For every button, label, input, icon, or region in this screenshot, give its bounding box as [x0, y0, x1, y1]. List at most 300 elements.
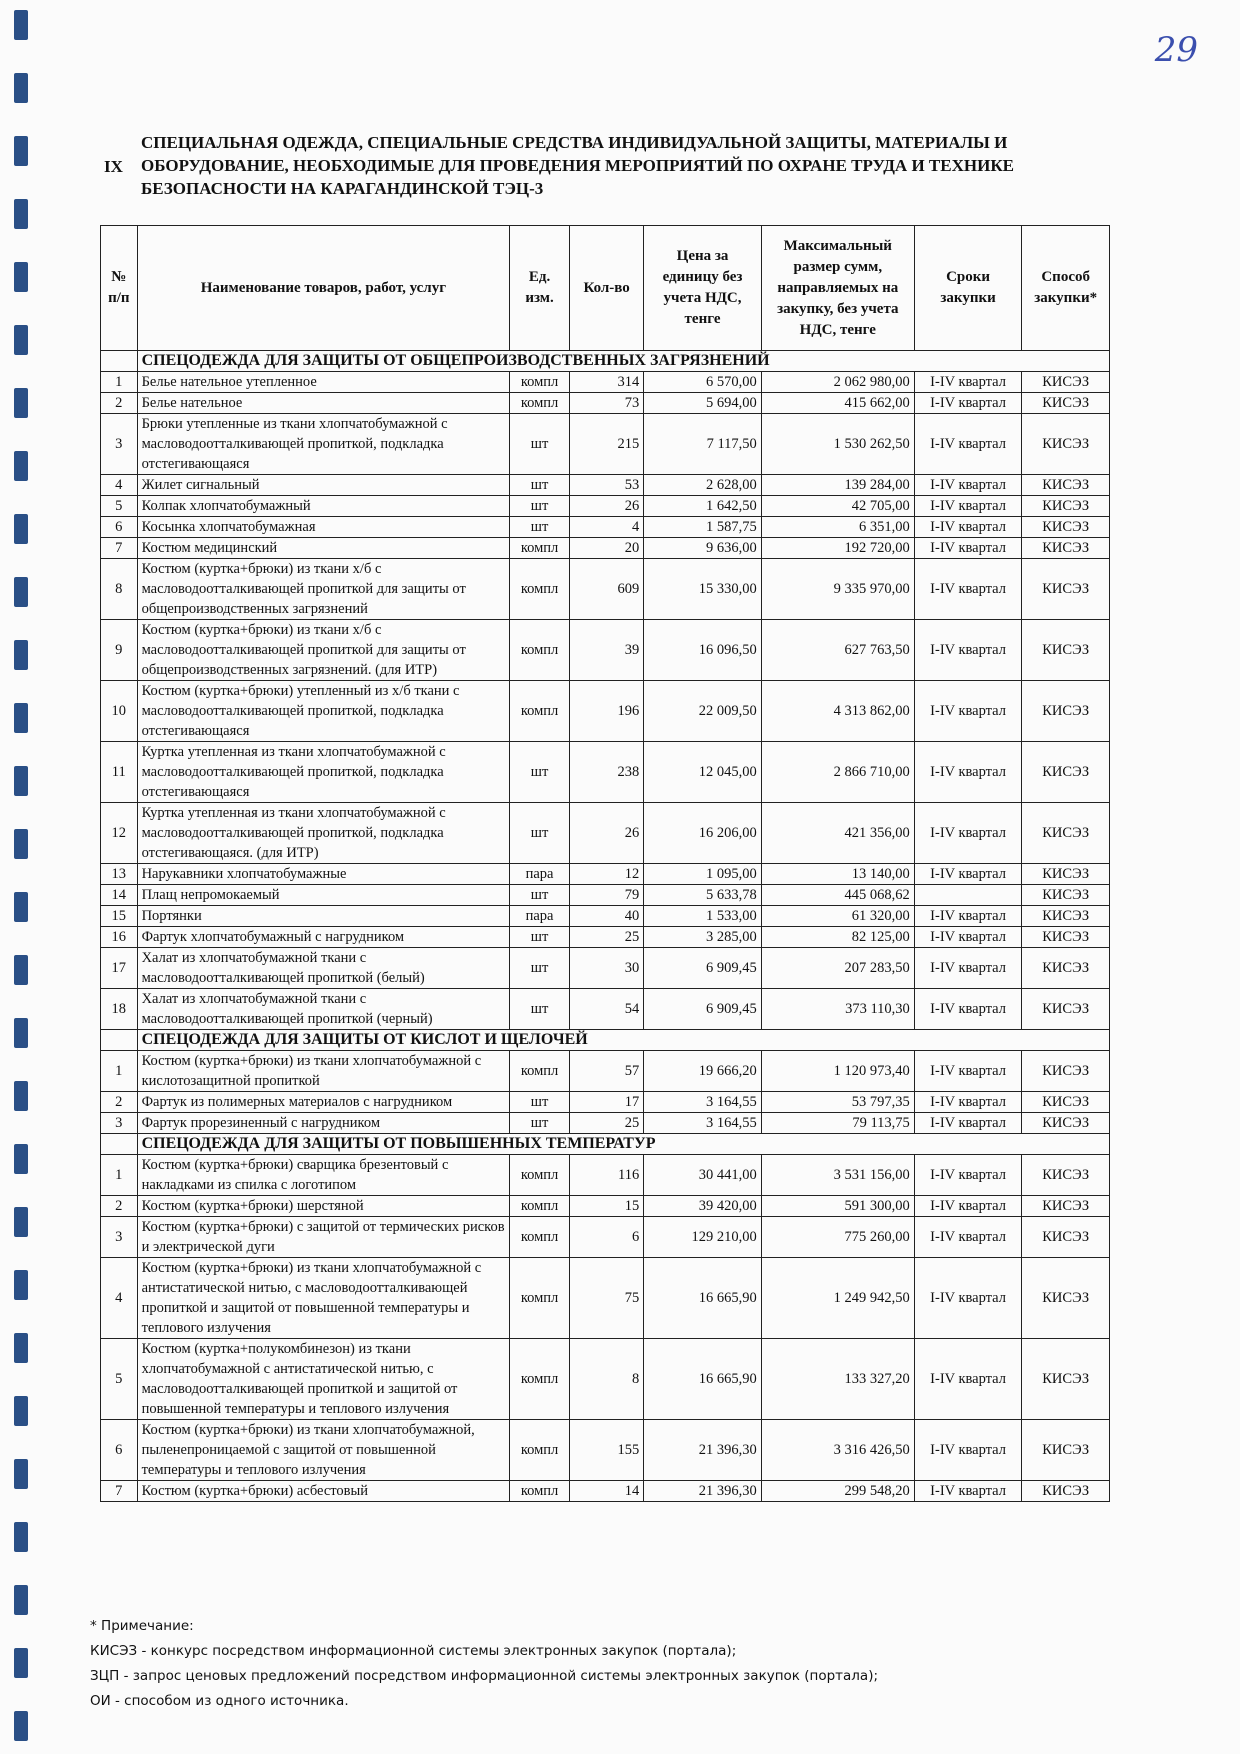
- cell-sum: 3 316 426,50: [761, 1420, 914, 1481]
- group-spacer: [101, 351, 138, 372]
- cell-number: 10: [101, 681, 138, 742]
- table-row: [101, 906, 1110, 927]
- group-title: СПЕЦОДЕЖДА ДЛЯ ЗАЩИТЫ ОТ ОБЩЕПРОИЗВОДСТВЕННЫХ ЗАГРЯЗНЕНИЙ: [137, 351, 1109, 372]
- cell-unit: компл: [510, 372, 570, 393]
- cell-number: 2: [101, 393, 138, 414]
- cell-number: 15: [101, 906, 138, 927]
- header-name: Наименование товаров, работ, услуг: [137, 226, 510, 351]
- cell-qty: 25: [569, 927, 643, 948]
- cell-sum: 421 356,00: [761, 803, 914, 864]
- cell-number: 9: [101, 620, 138, 681]
- cell-name: Костюм (куртка+брюки) шерстяной: [137, 1196, 510, 1217]
- cell-name: Косынка хлопчатобумажная: [137, 517, 510, 538]
- table-body: [101, 351, 1110, 1502]
- cell-number: 1: [101, 1051, 138, 1092]
- cell-name: Костюм (куртка+брюки) из ткани хлопчатобумажной с антистатической нитью, с масловодоотталкивающей пропиткой и защитой от повышенной температуры и теплового излучения: [137, 1258, 510, 1339]
- table-row: [101, 414, 1110, 475]
- cell-number: 5: [101, 496, 138, 517]
- cell-qty: 14: [569, 1481, 643, 1502]
- cell-qty: 26: [569, 496, 643, 517]
- cell-method: КИСЭЗ: [1022, 1155, 1110, 1196]
- cell-price: 16 665,90: [644, 1258, 762, 1339]
- cell-term: I-IV квартал: [914, 1051, 1022, 1092]
- table-row: [101, 948, 1110, 989]
- cell-term: I-IV квартал: [914, 1481, 1022, 1502]
- cell-sum: 207 283,50: [761, 948, 914, 989]
- cell-name: Костюм (куртка+полукомбинезон) из ткани хлопчатобумажной с антистатической нитью, с масловодоотталкивающей пропиткой и защитой от повышенной температуры и теплового излучения: [137, 1339, 510, 1420]
- cell-unit: шт: [510, 948, 570, 989]
- header-unit: Ед. изм.: [510, 226, 570, 351]
- cell-number: 4: [101, 475, 138, 496]
- section-title: СПЕЦИАЛЬНАЯ ОДЕЖДА, СПЕЦИАЛЬНЫЕ СРЕДСТВА ИНДИВИДУАЛЬНОЙ ЗАЩИТЫ, МАТЕРИАЛЫ И ОБОРУДОВАНИЕ, НЕОБХОДИМЫЕ ДЛЯ ПРОВЕДЕНИЯ МЕРОПРИЯТИЙ ПО ОХРАНЕ ТРУДА И ТЕХНИКЕ БЕЗОПАСНОСТИ НА КАРАГАНДИНСКОЙ ТЭЦ-3: [141, 133, 1015, 198]
- cell-unit: компл: [510, 1258, 570, 1339]
- cell-price: 21 396,30: [644, 1481, 762, 1502]
- cell-qty: 196: [569, 681, 643, 742]
- table-row: [101, 885, 1110, 906]
- cell-term: I-IV квартал: [914, 1196, 1022, 1217]
- cell-method: КИСЭЗ: [1022, 906, 1110, 927]
- table-row: [101, 1217, 1110, 1258]
- header-qty: Кол-во: [569, 226, 643, 351]
- cell-qty: 215: [569, 414, 643, 475]
- cell-name: Нарукавники хлопчатобумажные: [137, 864, 510, 885]
- cell-price: 9 636,00: [644, 538, 762, 559]
- binding-ring: [14, 577, 28, 607]
- cell-unit: шт: [510, 496, 570, 517]
- cell-method: КИСЭЗ: [1022, 517, 1110, 538]
- group-spacer: [101, 1030, 138, 1051]
- cell-term: I-IV квартал: [914, 742, 1022, 803]
- cell-number: 1: [101, 372, 138, 393]
- cell-name: Белье нательное утепленное: [137, 372, 510, 393]
- cell-qty: 26: [569, 803, 643, 864]
- cell-name: Костюм (куртка+брюки) из ткани х/б с масловодоотталкивающей пропиткой для защиты от общепроизводственных загрязнений: [137, 559, 510, 620]
- cell-method: КИСЭЗ: [1022, 1113, 1110, 1134]
- table-row: [101, 538, 1110, 559]
- cell-method: КИСЭЗ: [1022, 803, 1110, 864]
- cell-price: 19 666,20: [644, 1051, 762, 1092]
- table-row: [101, 1258, 1110, 1339]
- cell-name: Портянки: [137, 906, 510, 927]
- cell-name: Костюм (куртка+брюки) с защитой от термических рисков и электрической дуги: [137, 1217, 510, 1258]
- binding-rings: [6, 0, 34, 1754]
- binding-ring: [14, 1648, 28, 1678]
- cell-unit: шт: [510, 742, 570, 803]
- cell-price: 1 587,75: [644, 517, 762, 538]
- cell-price: 21 396,30: [644, 1420, 762, 1481]
- cell-price: 1 095,00: [644, 864, 762, 885]
- cell-qty: 116: [569, 1155, 643, 1196]
- cell-method: КИСЭЗ: [1022, 989, 1110, 1030]
- cell-sum: 2 062 980,00: [761, 372, 914, 393]
- cell-price: 3 164,55: [644, 1113, 762, 1134]
- header-number: № п/п: [101, 226, 138, 351]
- header-sum: Максимальный размер сумм, направляемых на закупку, без учета НДС, тенге: [761, 226, 914, 351]
- cell-unit: шт: [510, 1092, 570, 1113]
- cell-unit: шт: [510, 803, 570, 864]
- binding-ring: [14, 1270, 28, 1300]
- cell-price: 129 210,00: [644, 1217, 762, 1258]
- table-row: [101, 517, 1110, 538]
- cell-unit: компл: [510, 1155, 570, 1196]
- cell-sum: 139 284,00: [761, 475, 914, 496]
- cell-name: Костюм (куртка+брюки) асбестовый: [137, 1481, 510, 1502]
- cell-unit: компл: [510, 1051, 570, 1092]
- cell-unit: шт: [510, 1113, 570, 1134]
- binding-ring: [14, 1396, 28, 1426]
- cell-term: I-IV квартал: [914, 927, 1022, 948]
- cell-price: 6 570,00: [644, 372, 762, 393]
- cell-term: I-IV квартал: [914, 559, 1022, 620]
- binding-ring: [14, 1207, 28, 1237]
- cell-qty: 20: [569, 538, 643, 559]
- cell-sum: 1 530 262,50: [761, 414, 914, 475]
- cell-method: КИСЭЗ: [1022, 948, 1110, 989]
- cell-term: I-IV квартал: [914, 1113, 1022, 1134]
- cell-number: 3: [101, 1217, 138, 1258]
- cell-name: Колпак хлопчатобумажный: [137, 496, 510, 517]
- cell-qty: 238: [569, 742, 643, 803]
- cell-method: КИСЭЗ: [1022, 1051, 1110, 1092]
- binding-ring: [14, 640, 28, 670]
- cell-number: 3: [101, 414, 138, 475]
- cell-sum: 445 068,62: [761, 885, 914, 906]
- cell-term: I-IV квартал: [914, 517, 1022, 538]
- group-spacer: [101, 1134, 138, 1155]
- table-row: [101, 1339, 1110, 1420]
- cell-qty: 25: [569, 1113, 643, 1134]
- cell-qty: 40: [569, 906, 643, 927]
- cell-name: Плащ непромокаемый: [137, 885, 510, 906]
- cell-number: 5: [101, 1339, 138, 1420]
- cell-name: Костюм (куртка+брюки) из ткани хлопчатобумажной, пыленепроницаемой с защитой от повышенной температуры и теплового излучения: [137, 1420, 510, 1481]
- notes-line: КИСЭЗ - конкурс посредством информационной системы электронных закупок (портала);: [90, 1643, 737, 1659]
- cell-method: КИСЭЗ: [1022, 620, 1110, 681]
- cell-sum: 415 662,00: [761, 393, 914, 414]
- binding-ring: [14, 1018, 28, 1048]
- cell-method: КИСЭЗ: [1022, 372, 1110, 393]
- notes-line: ОИ - способом из одного источника.: [90, 1693, 349, 1709]
- group-row: [101, 1134, 1110, 1155]
- binding-ring: [14, 1144, 28, 1174]
- table-row: [101, 1481, 1110, 1502]
- cell-method: КИСЭЗ: [1022, 538, 1110, 559]
- cell-method: КИСЭЗ: [1022, 1196, 1110, 1217]
- cell-term: I-IV квартал: [914, 1217, 1022, 1258]
- cell-price: 22 009,50: [644, 681, 762, 742]
- cell-unit: компл: [510, 1481, 570, 1502]
- cell-name: Белье нательное: [137, 393, 510, 414]
- cell-price: 6 909,45: [644, 989, 762, 1030]
- cell-number: 18: [101, 989, 138, 1030]
- cell-price: 3 285,00: [644, 927, 762, 948]
- binding-ring: [14, 1522, 28, 1552]
- cell-number: 2: [101, 1196, 138, 1217]
- cell-term: I-IV квартал: [914, 620, 1022, 681]
- cell-name: Халат из хлопчатобумажной ткани с масловодоотталкивающей пропиткой (белый): [137, 948, 510, 989]
- cell-number: 13: [101, 864, 138, 885]
- cell-price: 30 441,00: [644, 1155, 762, 1196]
- binding-ring: [14, 325, 28, 355]
- cell-term: I-IV квартал: [914, 803, 1022, 864]
- group-title: СПЕЦОДЕЖДА ДЛЯ ЗАЩИТЫ ОТ ПОВЫШЕННЫХ ТЕМПЕРАТУР: [137, 1134, 1109, 1155]
- cell-price: 6 909,45: [644, 948, 762, 989]
- section-number: IX: [104, 157, 123, 176]
- binding-ring: [14, 199, 28, 229]
- cell-term: I-IV квартал: [914, 906, 1022, 927]
- notes-heading: * Примечание:: [90, 1618, 194, 1634]
- cell-term: I-IV квартал: [914, 1155, 1022, 1196]
- cell-term: I-IV квартал: [914, 1258, 1022, 1339]
- cell-method: КИСЭЗ: [1022, 1481, 1110, 1502]
- cell-method: КИСЭЗ: [1022, 1217, 1110, 1258]
- cell-price: 39 420,00: [644, 1196, 762, 1217]
- cell-sum: 627 763,50: [761, 620, 914, 681]
- cell-method: КИСЭЗ: [1022, 864, 1110, 885]
- table-row: [101, 372, 1110, 393]
- page-number: 29: [1154, 30, 1198, 70]
- binding-ring: [14, 1081, 28, 1111]
- cell-qty: 4: [569, 517, 643, 538]
- cell-qty: 155: [569, 1420, 643, 1481]
- cell-sum: 133 327,20: [761, 1339, 914, 1420]
- table-row: [101, 864, 1110, 885]
- cell-method: КИСЭЗ: [1022, 742, 1110, 803]
- cell-name: Фартук прорезиненный с нагрудником: [137, 1113, 510, 1134]
- cell-unit: шт: [510, 517, 570, 538]
- group-row: [101, 1030, 1110, 1051]
- binding-ring: [14, 262, 28, 292]
- cell-term: I-IV квартал: [914, 393, 1022, 414]
- cell-price: 15 330,00: [644, 559, 762, 620]
- cell-term: I-IV квартал: [914, 1339, 1022, 1420]
- cell-name: Костюм (куртка+брюки) сварщика брезентовый с накладками из спилка с логотипом: [137, 1155, 510, 1196]
- cell-sum: 9 335 970,00: [761, 559, 914, 620]
- cell-method: КИСЭЗ: [1022, 885, 1110, 906]
- table-row: [101, 1092, 1110, 1113]
- cell-number: 2: [101, 1092, 138, 1113]
- cell-name: Костюм (куртка+брюки) из ткани хлопчатобумажной с кислотозащитной пропиткой: [137, 1051, 510, 1092]
- cell-number: 7: [101, 1481, 138, 1502]
- cell-qty: 73: [569, 393, 643, 414]
- table-row: [101, 803, 1110, 864]
- binding-ring: [14, 1585, 28, 1615]
- cell-number: 3: [101, 1113, 138, 1134]
- binding-ring: [14, 1711, 28, 1741]
- table-row: [101, 1420, 1110, 1481]
- cell-unit: шт: [510, 475, 570, 496]
- table-row: [101, 1051, 1110, 1092]
- cell-unit: компл: [510, 1420, 570, 1481]
- table-header-row: [101, 226, 1110, 351]
- table-row: [101, 1155, 1110, 1196]
- table-row: [101, 989, 1110, 1030]
- table-row: [101, 742, 1110, 803]
- cell-method: КИСЭЗ: [1022, 927, 1110, 948]
- cell-price: 5 633,78: [644, 885, 762, 906]
- cell-sum: 2 866 710,00: [761, 742, 914, 803]
- cell-qty: 15: [569, 1196, 643, 1217]
- cell-method: КИСЭЗ: [1022, 414, 1110, 475]
- cell-number: 4: [101, 1258, 138, 1339]
- cell-term: I-IV квартал: [914, 538, 1022, 559]
- cell-name: Костюм (куртка+брюки) утепленный из х/б ткани с масловодоотталкивающей пропиткой, подкладка отстегивающаяся: [137, 681, 510, 742]
- cell-method: КИСЭЗ: [1022, 1339, 1110, 1420]
- cell-qty: 57: [569, 1051, 643, 1092]
- cell-sum: 6 351,00: [761, 517, 914, 538]
- cell-number: 6: [101, 1420, 138, 1481]
- cell-sum: 13 140,00: [761, 864, 914, 885]
- cell-qty: 75: [569, 1258, 643, 1339]
- binding-ring: [14, 703, 28, 733]
- cell-unit: компл: [510, 538, 570, 559]
- procurement-table: [100, 225, 1110, 1502]
- cell-term: I-IV квартал: [914, 989, 1022, 1030]
- cell-term: I-IV квартал: [914, 948, 1022, 989]
- cell-sum: 373 110,30: [761, 989, 914, 1030]
- binding-ring: [14, 829, 28, 859]
- cell-number: 17: [101, 948, 138, 989]
- cell-sum: 3 531 156,00: [761, 1155, 914, 1196]
- cell-number: 14: [101, 885, 138, 906]
- cell-term: [914, 885, 1022, 906]
- cell-price: 16 096,50: [644, 620, 762, 681]
- cell-sum: 4 313 862,00: [761, 681, 914, 742]
- cell-sum: 42 705,00: [761, 496, 914, 517]
- cell-term: I-IV квартал: [914, 414, 1022, 475]
- binding-ring: [14, 892, 28, 922]
- cell-name: Халат из хлопчатобумажной ткани с масловодоотталкивающей пропиткой (черный): [137, 989, 510, 1030]
- cell-sum: 1 120 973,40: [761, 1051, 914, 1092]
- cell-price: 1 533,00: [644, 906, 762, 927]
- table-row: [101, 496, 1110, 517]
- cell-number: 6: [101, 517, 138, 538]
- cell-sum: 299 548,20: [761, 1481, 914, 1502]
- notes: [90, 1614, 1150, 1714]
- cell-sum: 61 320,00: [761, 906, 914, 927]
- binding-ring: [14, 514, 28, 544]
- cell-qty: 39: [569, 620, 643, 681]
- cell-sum: 591 300,00: [761, 1196, 914, 1217]
- cell-price: 2 628,00: [644, 475, 762, 496]
- cell-term: I-IV квартал: [914, 372, 1022, 393]
- cell-name: Куртка утепленная из ткани хлопчатобумажной с масловодоотталкивающей пропиткой, подкладка отстегивающаяся. (для ИТР): [137, 803, 510, 864]
- binding-ring: [14, 73, 28, 103]
- cell-qty: 17: [569, 1092, 643, 1113]
- cell-qty: 54: [569, 989, 643, 1030]
- cell-sum: 82 125,00: [761, 927, 914, 948]
- cell-qty: 314: [569, 372, 643, 393]
- table-row: [101, 927, 1110, 948]
- cell-method: КИСЭЗ: [1022, 1258, 1110, 1339]
- table-row: [101, 1196, 1110, 1217]
- cell-price: 12 045,00: [644, 742, 762, 803]
- cell-sum: 1 249 942,50: [761, 1258, 914, 1339]
- cell-sum: 775 260,00: [761, 1217, 914, 1258]
- cell-price: 16 206,00: [644, 803, 762, 864]
- cell-unit: пара: [510, 864, 570, 885]
- cell-term: I-IV квартал: [914, 681, 1022, 742]
- cell-qty: 609: [569, 559, 643, 620]
- cell-unit: шт: [510, 927, 570, 948]
- cell-qty: 8: [569, 1339, 643, 1420]
- cell-unit: компл: [510, 1217, 570, 1258]
- cell-unit: шт: [510, 989, 570, 1030]
- header-method: Способ закупки*: [1022, 226, 1110, 351]
- cell-qty: 12: [569, 864, 643, 885]
- cell-unit: компл: [510, 559, 570, 620]
- notes-line: ЗЦП - запрос ценовых предложений посредством информационной системы электронных закупок (портала);: [90, 1668, 879, 1684]
- binding-ring: [14, 1459, 28, 1489]
- cell-unit: компл: [510, 681, 570, 742]
- cell-number: 7: [101, 538, 138, 559]
- cell-price: 7 117,50: [644, 414, 762, 475]
- cell-name: Куртка утепленная из ткани хлопчатобумажной с масловодоотталкивающей пропиткой, подкладка отстегивающаяся: [137, 742, 510, 803]
- cell-method: КИСЭЗ: [1022, 681, 1110, 742]
- binding-ring: [14, 388, 28, 418]
- cell-number: 12: [101, 803, 138, 864]
- binding-ring: [14, 10, 28, 40]
- binding-ring: [14, 451, 28, 481]
- cell-qty: 30: [569, 948, 643, 989]
- cell-name: Костюм медицинский: [137, 538, 510, 559]
- cell-unit: компл: [510, 1196, 570, 1217]
- cell-price: 3 164,55: [644, 1092, 762, 1113]
- binding-ring: [14, 136, 28, 166]
- group-row: [101, 351, 1110, 372]
- cell-term: I-IV квартал: [914, 475, 1022, 496]
- binding-ring: [14, 955, 28, 985]
- cell-number: 1: [101, 1155, 138, 1196]
- table-row: [101, 475, 1110, 496]
- cell-name: Костюм (куртка+брюки) из ткани х/б с масловодоотталкивающей пропиткой для защиты от общепроизводственных загрязнений. (для ИТР): [137, 620, 510, 681]
- cell-term: I-IV квартал: [914, 496, 1022, 517]
- cell-number: 11: [101, 742, 138, 803]
- cell-price: 16 665,90: [644, 1339, 762, 1420]
- cell-price: 1 642,50: [644, 496, 762, 517]
- cell-price: 5 694,00: [644, 393, 762, 414]
- cell-unit: компл: [510, 620, 570, 681]
- section-heading: [104, 131, 1114, 200]
- cell-unit: шт: [510, 885, 570, 906]
- cell-name: Фартук хлопчатобумажный с нагрудником: [137, 927, 510, 948]
- cell-method: КИСЭЗ: [1022, 559, 1110, 620]
- cell-sum: 79 113,75: [761, 1113, 914, 1134]
- table-row: [101, 393, 1110, 414]
- cell-term: I-IV квартал: [914, 864, 1022, 885]
- table-row: [101, 1113, 1110, 1134]
- cell-qty: 79: [569, 885, 643, 906]
- header-term: Сроки закупки: [914, 226, 1022, 351]
- table-row: [101, 559, 1110, 620]
- cell-unit: шт: [510, 414, 570, 475]
- cell-method: КИСЭЗ: [1022, 496, 1110, 517]
- binding-ring: [14, 1333, 28, 1363]
- cell-term: I-IV квартал: [914, 1092, 1022, 1113]
- header-price: Цена за единицу без учета НДС, тенге: [644, 226, 762, 351]
- cell-method: КИСЭЗ: [1022, 1420, 1110, 1481]
- cell-number: 8: [101, 559, 138, 620]
- cell-unit: компл: [510, 393, 570, 414]
- binding-ring: [14, 766, 28, 796]
- group-title: СПЕЦОДЕЖДА ДЛЯ ЗАЩИТЫ ОТ КИСЛОТ И ЩЕЛОЧЕЙ: [137, 1030, 1109, 1051]
- cell-method: КИСЭЗ: [1022, 393, 1110, 414]
- cell-sum: 53 797,35: [761, 1092, 914, 1113]
- cell-unit: пара: [510, 906, 570, 927]
- cell-number: 16: [101, 927, 138, 948]
- table-row: [101, 681, 1110, 742]
- cell-name: Брюки утепленные из ткани хлопчатобумажной с масловодоотталкивающей пропиткой, подкладка отстегивающаяся: [137, 414, 510, 475]
